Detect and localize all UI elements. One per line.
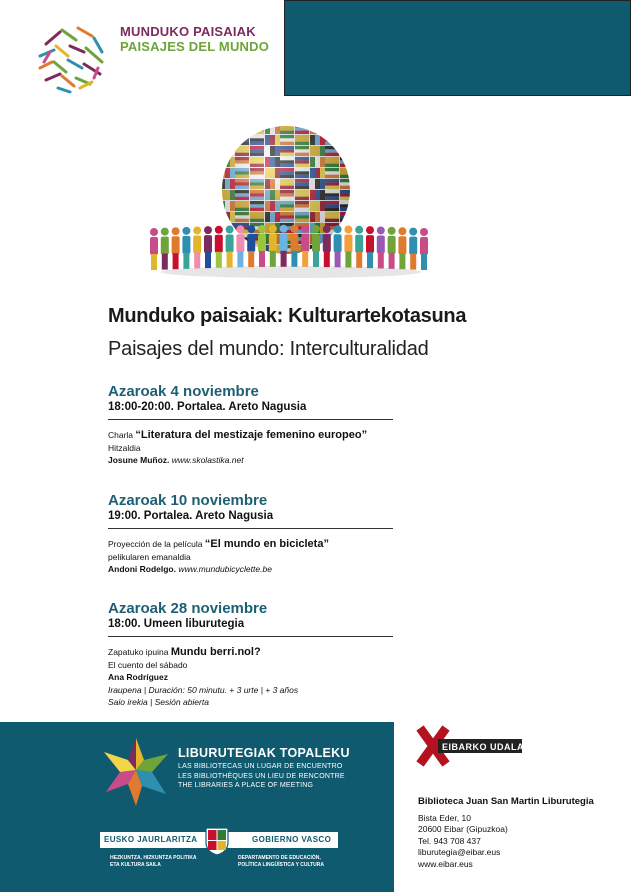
event-duration: Iraupena | Duración: 50 minutu. + 3 urte | + 3 años	[108, 684, 299, 695]
library-city: 20600 Eibar (Gipuzkoa)	[418, 824, 508, 834]
flag-tile	[340, 124, 354, 134]
person-figure	[172, 227, 180, 269]
library-address	[418, 796, 594, 870]
person-figure	[161, 228, 169, 270]
person-figure	[204, 226, 212, 268]
person-figure	[388, 227, 396, 269]
flag-tile	[220, 124, 235, 134]
event-time: 19:00. Portalea. Areto Nagusia	[108, 510, 274, 522]
event-time: 18:00-20:00. Portalea. Areto Nagusia	[108, 401, 307, 413]
person-figure	[150, 228, 158, 270]
department-basque	[110, 855, 196, 869]
program-title: LIBURUTEGIAK TOPALEKU	[178, 746, 350, 760]
library-name: Biblioteca Juan San Martin Liburutegia	[418, 796, 594, 807]
header-color-block	[284, 0, 631, 96]
divider	[108, 636, 393, 637]
person-figure	[215, 226, 223, 268]
logo-title-spanish: PAISAJES DEL MUNDO	[120, 39, 270, 54]
program-line: LES BIBLIOTHÈQUES UN LIEU DE RENCONTRE	[178, 772, 345, 780]
flag-tile	[325, 124, 339, 134]
event-type: El cuento del sábado	[108, 659, 188, 670]
person-figure	[182, 227, 190, 269]
event-2	[108, 492, 398, 576]
liburutegiak-topaleku-star-logo-icon	[100, 734, 172, 808]
event-date: Azaroak 4 noviembre	[108, 383, 259, 400]
page-title: Munduko paisaiak: Kulturartekotasuna	[108, 305, 467, 327]
divider	[108, 528, 393, 529]
department-spanish	[238, 855, 324, 869]
person-figure	[323, 225, 331, 267]
flag-tile	[340, 135, 354, 145]
event-date: Azaroak 10 noviembre	[108, 492, 268, 509]
logo-title-basque: MUNDUKO PAISAIAK	[120, 24, 256, 39]
program-line: THE LIBRARIES A PLACE OF MEETING	[178, 782, 314, 789]
event-prefix: Charla	[108, 430, 136, 440]
department-line: POLÍTICA LINGÜÍSTICA Y CULTURA	[238, 862, 325, 868]
event-time: 18:00. Umeen liburutegia	[108, 618, 245, 630]
person-figure	[344, 226, 352, 268]
person-figure	[226, 226, 234, 268]
person-figure	[398, 227, 406, 269]
page-subtitle: Paisajes del mundo: Interculturalidad	[108, 338, 429, 360]
person-figure	[420, 228, 428, 270]
person-figure	[366, 226, 374, 268]
department-line: ETA KULTURA SAILA	[110, 862, 161, 868]
logo-title	[120, 24, 269, 54]
event-link[interactable]: www.skolastika.net	[171, 455, 244, 465]
person-figure	[290, 225, 298, 267]
flag-tile	[340, 146, 354, 156]
person-figure	[280, 225, 288, 267]
event-title: “El mundo en bicicleta”	[204, 538, 329, 550]
event-type: pelikularen emanaldia	[108, 551, 191, 562]
event-author: Ana Rodríguez	[108, 672, 168, 682]
library-email[interactable]: liburutegia@eibar.eus	[418, 847, 501, 857]
flag-tile	[235, 124, 249, 134]
event-session: Saio irekia | Sesión abierta	[108, 697, 209, 707]
person-figure	[301, 225, 309, 267]
person-figure	[355, 226, 363, 268]
event-prefix: Zapatuko ipuina	[108, 647, 171, 657]
person-figure	[258, 225, 266, 267]
divider	[108, 419, 393, 420]
person-figure	[334, 225, 342, 267]
program-subtitles	[178, 762, 345, 791]
munduko-paisaiak-logo-icon	[32, 22, 112, 98]
person-figure	[377, 226, 385, 268]
department-line: HEZKUNTZA, HIZKUNTZA POLITIKA	[110, 855, 197, 861]
basque-government-shield-icon	[204, 826, 230, 856]
program-line: LAS BIBLIOTECAS UN LUGAR DE ENCUENTRO	[178, 763, 343, 770]
event-type: Hitzaldia	[108, 442, 141, 453]
event-author: Josune Muñoz.	[108, 455, 170, 465]
council-logo-text: EIBARKO UDALA	[442, 742, 524, 752]
event-title: Mundu berri.nol?	[170, 646, 261, 658]
person-figure	[247, 225, 255, 267]
event-date: Azaroak 28 noviembre	[108, 600, 268, 617]
library-website[interactable]: www.eibar.eus	[418, 858, 473, 869]
eibar-council-logo-icon	[416, 724, 526, 768]
library-street: Bista Eder, 10	[418, 812, 471, 823]
event-link[interactable]: www.mundubicyclette.be	[178, 564, 272, 574]
event-author: Andoni Rodelgo.	[108, 564, 176, 574]
department-line: DEPARTAMENTO DE EDUCACIÓN,	[238, 855, 321, 861]
person-figure	[193, 226, 201, 268]
event-1	[108, 383, 398, 467]
person-figure	[409, 228, 417, 270]
globe-with-people-illustration-icon	[146, 122, 436, 280]
event-3	[108, 600, 398, 709]
library-phone: Tel. 943 708 437	[418, 835, 481, 846]
event-title: “Literatura del mestizaje femenino europeo”	[135, 429, 368, 441]
flag-tile	[220, 135, 235, 145]
government-name-basque: EUSKO JAURLARITZA	[104, 835, 198, 844]
event-prefix: Proyección de la película	[108, 539, 205, 549]
government-name-spanish: GOBIERNO VASCO	[252, 835, 332, 844]
person-figure	[312, 225, 320, 267]
person-figure	[269, 225, 277, 267]
person-figure	[236, 225, 244, 267]
